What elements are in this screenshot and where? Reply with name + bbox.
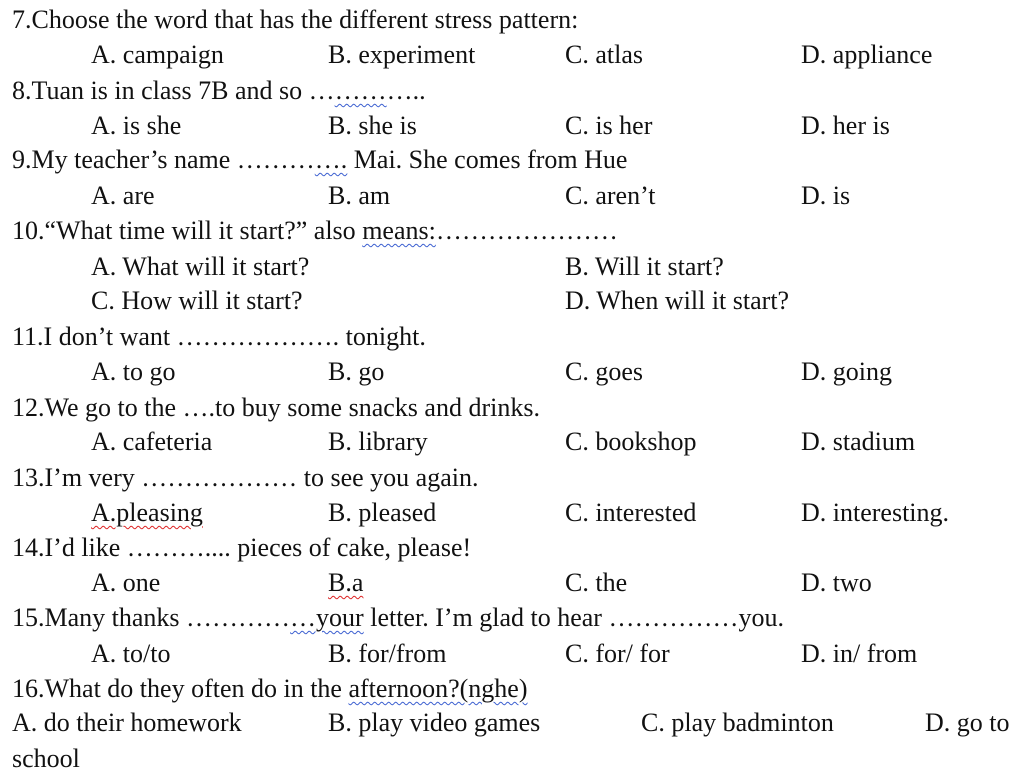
option-d[interactable]: D. her is — [801, 111, 890, 140]
question-stem: I don’t want ………………. tonight. — [43, 322, 426, 351]
question-stem: We go to the ….to buy some snacks and drinks. — [44, 393, 540, 422]
question-stem: Choose the word that has the different stress pattern: — [31, 5, 579, 34]
question-13 — [12, 461, 478, 495]
option-c[interactable]: C. interested — [565, 498, 697, 527]
question-number: 8. — [12, 76, 32, 105]
option-c[interactable]: C. goes — [565, 357, 643, 386]
question-stem: I’m very ……………… to see you again. — [44, 463, 479, 492]
option-d[interactable]: D. going — [801, 357, 892, 386]
option-a[interactable]: A. to go — [91, 357, 176, 386]
options-14 — [0, 566, 1024, 600]
question-8 — [12, 74, 426, 108]
option-b[interactable]: B. am — [328, 181, 391, 210]
question-number: 9. — [12, 145, 32, 174]
question-stem: What do they often do in the — [44, 674, 349, 703]
option-c[interactable]: C. play badminton — [641, 708, 834, 737]
option-d[interactable]: D. is — [801, 181, 851, 210]
option-b[interactable]: B. she is — [328, 111, 417, 140]
question-stem: Many thanks ………… — [44, 603, 291, 632]
question-number: 16. — [12, 674, 45, 703]
option-b[interactable]: B.a — [328, 568, 364, 597]
option-a[interactable]: A. is she — [91, 111, 182, 140]
question-16 — [12, 672, 528, 706]
option-a[interactable]: A. What will it start? — [91, 252, 310, 281]
options-13 — [0, 496, 1024, 530]
option-c[interactable]: C. aren’t — [565, 181, 656, 210]
option-d[interactable]: D. in/ from — [801, 639, 918, 668]
option-a[interactable]: A. are — [91, 181, 155, 210]
options-9 — [0, 179, 1024, 213]
question-stem-end: ….. — [386, 76, 426, 105]
question-stem-end: Mai. She comes from Hue — [347, 145, 628, 174]
option-c[interactable]: C. bookshop — [565, 427, 697, 456]
option-a[interactable]: A. cafeteria — [91, 427, 213, 456]
question-number: 13. — [12, 463, 45, 492]
option-b[interactable]: B. for/from — [328, 639, 447, 668]
option-a[interactable]: A. do their homework — [12, 708, 242, 737]
options-8 — [0, 109, 1024, 143]
question-stem-marked: …your — [290, 603, 364, 632]
question-number: 7. — [12, 5, 32, 34]
option-b[interactable]: B. Will it start? — [565, 252, 724, 281]
options-10-row-1 — [0, 250, 1024, 284]
option-d-wrap — [12, 742, 80, 776]
option-a[interactable]: A. one — [91, 568, 161, 597]
options-10-row-2 — [0, 284, 1024, 318]
question-12 — [12, 391, 540, 425]
options-11 — [0, 355, 1024, 389]
question-number: 12. — [12, 393, 45, 422]
option-d[interactable]: D. appliance — [801, 40, 933, 69]
option-a[interactable]: A. to/to — [91, 639, 171, 668]
option-b[interactable]: B. play video games — [328, 708, 541, 737]
question-11 — [12, 320, 426, 354]
option-b[interactable]: B. go — [328, 357, 385, 386]
option-d[interactable]: D. interesting. — [801, 498, 950, 527]
question-7 — [12, 3, 578, 37]
option-b[interactable]: B. experiment — [328, 40, 476, 69]
option-d[interactable]: D. stadium — [801, 427, 916, 456]
option-d[interactable]: D. two — [801, 568, 872, 597]
question-stem-marked: …. — [314, 145, 348, 174]
question-number: 14. — [12, 533, 45, 562]
option-c[interactable]: C. How will it start? — [91, 286, 303, 315]
question-stem: My teacher’s name ……… — [31, 145, 315, 174]
option-d-continuation[interactable]: school — [12, 744, 80, 773]
question-number: 11. — [12, 322, 44, 351]
question-stem: Tuan is in class 7B and so … — [31, 76, 335, 105]
question-stem: I’d like ……….... pieces of cake, please! — [44, 533, 472, 562]
option-a[interactable]: A.pleasing — [91, 498, 203, 527]
options-16 — [0, 706, 1024, 740]
question-stem: “What time will it start?” also — [44, 216, 363, 245]
question-stem-marked: …… — [334, 76, 387, 105]
option-c[interactable]: C. is her — [565, 111, 653, 140]
question-stem-marked: means: — [362, 216, 436, 245]
options-12 — [0, 425, 1024, 459]
option-d[interactable]: D. When will it start? — [565, 286, 790, 315]
option-b[interactable]: B. pleased — [328, 498, 437, 527]
option-d[interactable]: D. go to — [925, 708, 1010, 737]
question-number: 15. — [12, 603, 45, 632]
option-c[interactable]: C. for/ for — [565, 639, 670, 668]
question-stem-marked: afternoon?(nghe) — [348, 674, 528, 703]
option-a[interactable]: A. campaign — [91, 40, 224, 69]
question-14 — [12, 531, 471, 565]
option-b[interactable]: B. library — [328, 427, 428, 456]
question-number: 10. — [12, 216, 45, 245]
question-15 — [12, 601, 784, 635]
options-15 — [0, 637, 1024, 671]
options-7 — [0, 38, 1024, 72]
question-9 — [12, 143, 627, 177]
question-10 — [12, 214, 618, 248]
question-stem-end: letter. I’m glad to hear ……………you. — [363, 603, 784, 632]
question-stem-end: ………………… — [435, 216, 618, 245]
option-c[interactable]: C. atlas — [565, 40, 643, 69]
option-c[interactable]: C. the — [565, 568, 628, 597]
